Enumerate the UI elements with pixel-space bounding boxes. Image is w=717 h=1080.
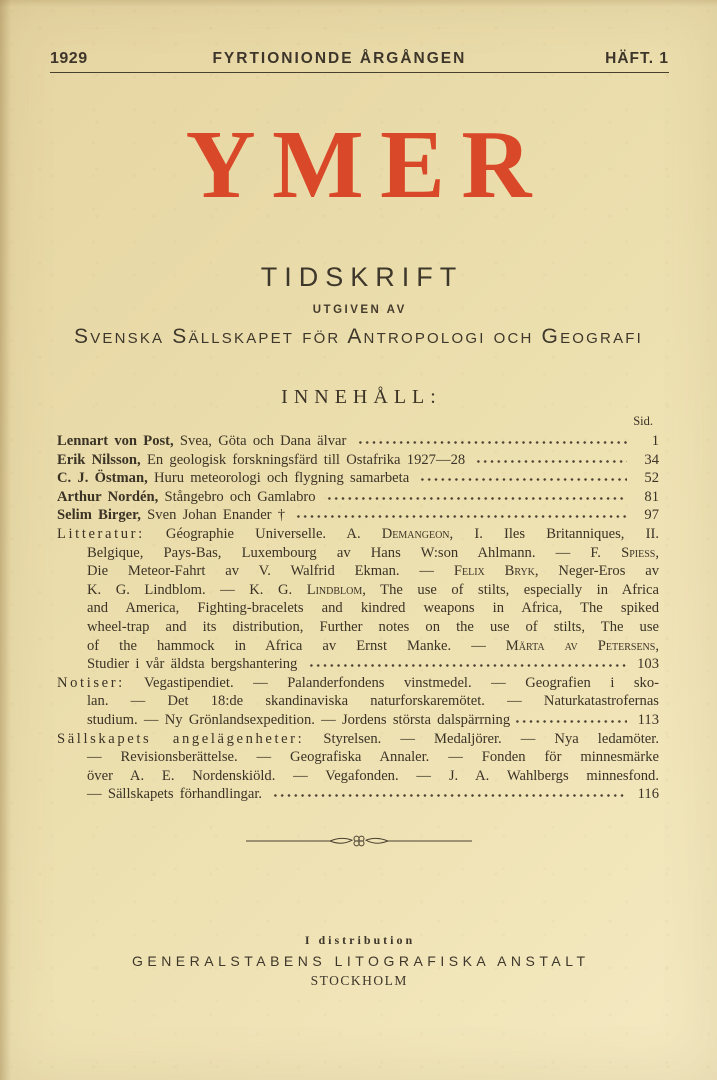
toc-row <box>57 525 659 544</box>
toc-text: C. J. Östman, <box>57 470 148 487</box>
toc-text: — Revisionsberättelse. — Geografiska Annaler. — Fonden för minnesmärke <box>87 749 659 766</box>
subtitle-utgiven-av: UTGIVEN AV <box>312 304 407 317</box>
toc-row <box>57 488 659 507</box>
divider <box>0 834 717 853</box>
imprint <box>0 933 717 989</box>
divider-ornament-icon <box>246 834 472 848</box>
toc-row <box>57 637 659 656</box>
toc-text: Sven Johan Enander † <box>140 507 292 524</box>
toc-row <box>57 730 659 749</box>
toc-row <box>57 599 659 618</box>
toc-page-number: 113 <box>637 711 659 728</box>
toc-text: — Sällskapets förhandlingar. <box>87 786 269 803</box>
toc-text: , Neger-Eros av <box>534 563 659 580</box>
toc-row <box>57 655 659 674</box>
imprint-distribution: I distribution <box>304 932 416 947</box>
toc-text: Notiser: <box>57 674 125 691</box>
toc-text: Stångebro och Gamlabro <box>158 488 322 505</box>
imprint-printer: GENERALSTABENS LITOGRAFISKA ANSTALT <box>131 952 590 969</box>
toc-page-number: 103 <box>637 656 659 673</box>
toc-text: En geologisk forskningsfärd till Ostafrika 1927—28 <box>140 451 472 468</box>
toc-text: Studier i vår äldsta bergshantering <box>87 656 304 673</box>
masthead-year: 1929 <box>50 50 88 67</box>
subtitle-tidskrift: TIDSKRIFT <box>260 262 464 293</box>
toc-page-number: 97 <box>644 507 659 524</box>
toc-text: Selim Birger, <box>57 507 141 524</box>
toc-row <box>57 618 659 637</box>
toc-row <box>57 748 659 767</box>
toc-text: Géographie Universelle. A. <box>144 526 382 543</box>
masthead <box>50 50 669 73</box>
toc-text: , I. Iles Britanniques, II. <box>449 526 659 543</box>
toc-row <box>57 674 659 693</box>
dot-leader <box>514 719 627 724</box>
toc-text: Spiess <box>621 544 656 561</box>
masthead-rule <box>50 72 669 73</box>
toc-text: Märta av Petersens <box>505 637 656 654</box>
dot-leader <box>419 477 627 482</box>
toc-text: , The use of stilts, especially in Africa <box>362 581 659 598</box>
toc-text: wheel-trap and its distribution, Further notes on the use of stilts, The use <box>87 618 659 635</box>
toc-text: Die Meteor-Fahrt av V. Walfrid Ekman. — <box>87 563 454 580</box>
toc-text: K. G. Lindblom. — K. G. <box>87 581 307 598</box>
toc-row <box>57 432 659 451</box>
toc-text: Sällskapets angelägenheter: <box>57 730 305 747</box>
toc-text: Styrelsen. — Medaljörer. — Nya ledamöter. <box>304 730 659 747</box>
toc-text: , <box>655 544 659 561</box>
toc-text: of the hammock in Africa av Ernst Manke. — <box>87 637 506 654</box>
masthead-issue: HÄFT. 1 <box>605 50 669 67</box>
imprint-city: STOCKHOLM <box>310 972 408 988</box>
toc-text: Erik Nilsson, <box>57 451 141 468</box>
toc-page-number: 34 <box>644 451 659 468</box>
toc-list <box>57 432 659 804</box>
toc-text: över A. E. Nordenskiöld. — Vegafonden. — J. A. Wahlbergs minnesfond. <box>87 767 659 784</box>
toc-text: studium. — Ny Grönlandsexpedition. — Jordens största dalspärrning <box>87 711 511 728</box>
toc-row <box>57 469 659 488</box>
toc-row <box>57 451 659 470</box>
toc-text: and America, Fighting-bracelets and kindred weapons in Africa, The spiked <box>87 600 659 617</box>
toc-text: Lindblom <box>306 581 363 598</box>
toc-page-number: 81 <box>644 488 659 505</box>
dot-leader <box>295 514 627 519</box>
dot-leader <box>308 663 627 668</box>
toc-row <box>57 506 659 525</box>
toc-page-number: 1 <box>651 433 659 450</box>
toc-page-number: 116 <box>637 786 659 803</box>
toc-row <box>57 767 659 786</box>
toc-row <box>57 785 659 804</box>
toc-page-number: 52 <box>644 470 659 487</box>
subtitle-society: Svenska Sällskapet för Antropologi och Geografi <box>73 325 644 349</box>
toc-text: Arthur Nordén, <box>57 488 159 505</box>
toc-text: Huru meteorologi och flygning samarbeta <box>147 470 416 487</box>
toc-text: Svea, Göta och Dana älvar <box>173 433 353 450</box>
toc-text: Lennart von Post, <box>57 433 174 450</box>
toc-page-column-label: Sid. <box>633 414 653 429</box>
dot-leader <box>272 793 627 798</box>
toc-row <box>57 544 659 563</box>
dot-leader <box>326 496 627 501</box>
toc-row <box>57 562 659 581</box>
toc-text: , <box>655 637 659 654</box>
toc-row <box>57 692 659 711</box>
toc-text: Vegastipendiet. — Palanderfondens vinstmedel. — Geografien i sko- <box>124 674 659 691</box>
toc-text: lan. — Det 18:de skandinaviska naturforskaremötet. — Naturkatastrofernas <box>87 693 659 710</box>
dot-leader <box>357 440 627 445</box>
toc-text: Felix Bryk <box>453 563 535 580</box>
toc-row <box>57 581 659 600</box>
masthead-volume: FYRTIONIONDE ÅRGÅNGEN <box>212 50 467 67</box>
toc-heading: INNEHÅLL: <box>281 386 442 409</box>
dot-leader <box>475 459 627 464</box>
journal-title: YMER <box>185 111 548 218</box>
toc-text: Litteratur: <box>57 526 145 543</box>
toc-text: Demangeon <box>381 526 450 543</box>
toc-text: Belgique, Pays-Bas, Luxembourg av Hans W:son Ahlmann. — F. <box>87 544 622 561</box>
toc-row <box>57 711 659 730</box>
